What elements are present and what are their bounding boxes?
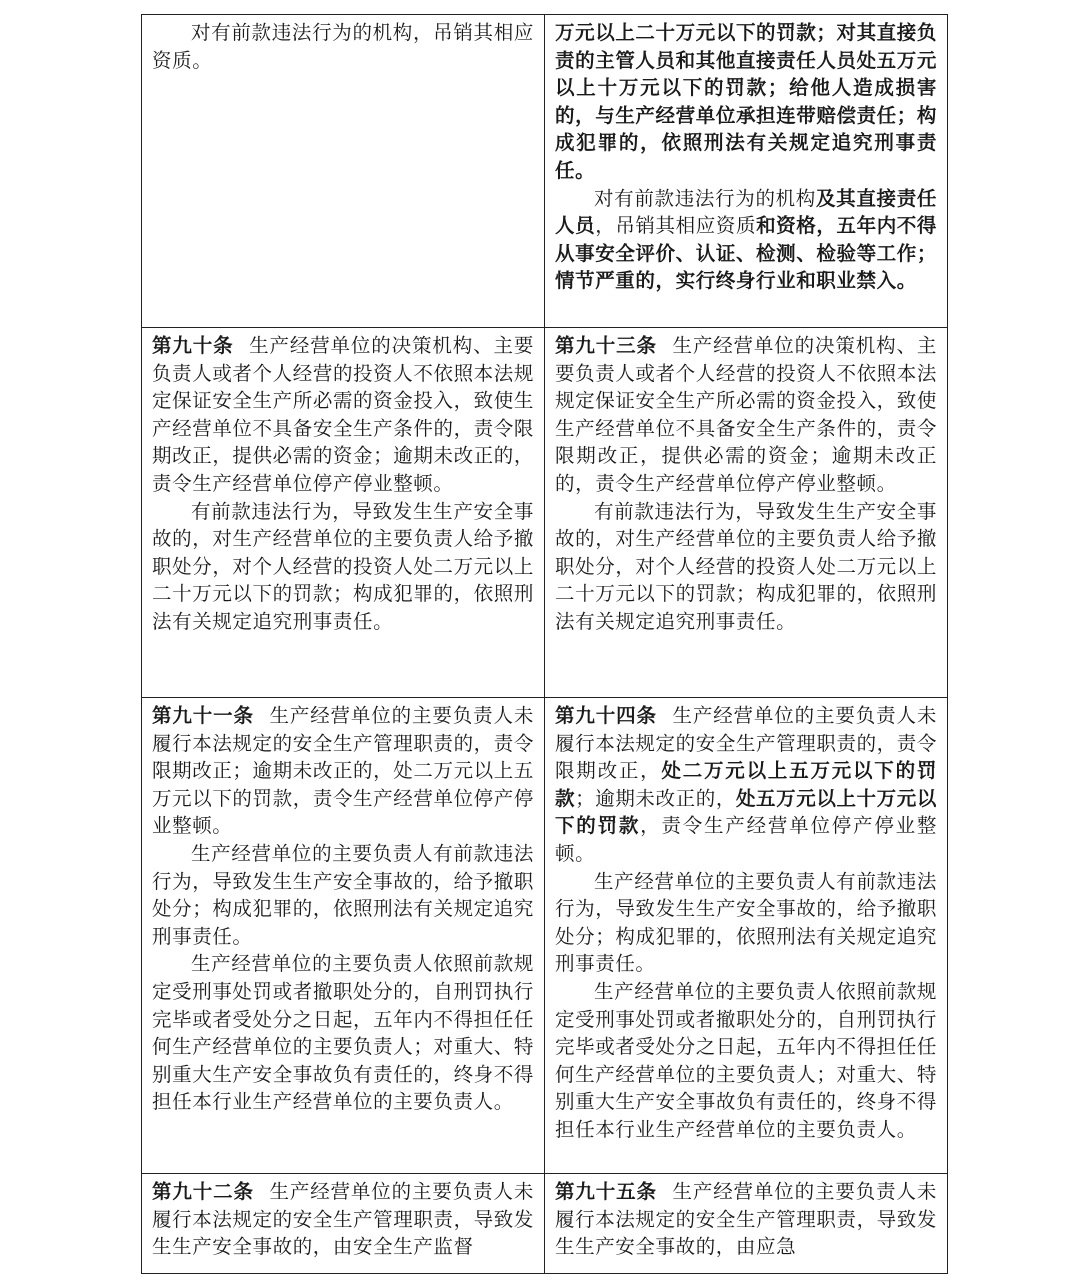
article-number: 第九十二条 [152,1180,254,1203]
bold-text-segment: 处五万元以上十万元以下的罚款 [555,786,937,838]
new-version-cell [545,15,948,328]
text-segment: 有前款违法行为，导致发生生产安全事故的，对生产经营单位的主要负责人给予撤职处分，对个人经营的投资人处二万元以上二十万元以下的罚款；构成犯罪的，依照刑法有关规定追究刑事责任。 [555,499,937,633]
table-row [142,15,948,328]
text-segment: 生产经营单位的主要负责人依照前款规定受刑事处罚或者撤职处分的，自刑罚执行完毕或者受处分之日起，五年内不得担任任何生产经营单位的主要负责人；对重大、特别重大生产安全事故负有责任的，终身不得担任本行业生产经营单位的主要负责人。 [555,979,937,1141]
text-segment: ，责令生产经营单位停产停业整顿。 [555,814,937,865]
bold-text-segment: 对其直接负责的主管人员和其他直接责任人员处五万元以上十万元以下的罚款；给他人造成损害的，与生产经营单位承担连带赔偿责任；构成犯罪的，依照刑法有关规定追究刑事责任。 [555,21,937,182]
paragraph [555,1178,937,1261]
text-segment: 对有前款违法行为的机构 [594,186,816,210]
text-segment: 生产经营单位的决策机构、主要负责人或者个人经营的投资人不依照本法规定保证安全生产所必需的资金投入，致使生产经营单位不具备安全生产条件的，责令限期改正，提供必需的资金；逾期未改正的，责令生产经营单位停产停业整顿。 [555,334,937,495]
text-segment: ，吊销其相应资质 [595,214,757,238]
new-version-cell [545,1174,948,1274]
text-segment: 生产经营单位的主要负责人有前款违法行为，导致发生生产安全事故的，给予撤职处分；构成犯罪的，依照刑法有关规定追究刑事责任。 [152,841,534,948]
article-number: 第九十条 [152,334,234,357]
table-body [142,15,948,1274]
new-version-cell [545,328,948,698]
paragraph [555,498,937,636]
law-comparison-table [141,14,948,1274]
article-number: 第九十五条 [555,1180,657,1203]
paragraph [152,332,534,498]
bold-text-segment: 及其直接责任人员 [555,186,937,238]
paragraph [555,978,937,1144]
table-row [142,698,948,1174]
text-segment: 生产经营单位的决策机构、主要负责人或者个人经营的投资人不依照本法规定保证安全生产所必需的资金投入，致使生产经营单位不具备安全生产条件的，责令限期改正，提供必需的资金；逾期未改正的，责令生产经营单位停产停业整顿。 [152,334,534,495]
paragraph [152,950,534,1116]
text-segment: 生产经营单位的主要负责人未履行本法规定的安全生产管理职责，导致发生生产安全事故的，由应急 [555,1180,937,1259]
text-segment: ；逾期未改正的， [575,786,736,810]
old-version-cell [142,328,545,698]
paragraph [152,1178,534,1261]
text-segment: 生产经营单位的主要负责人未履行本法规定的安全生产管理职责的，责令限期改正， [555,704,937,783]
old-version-cell [142,1174,545,1274]
paragraph [152,498,534,636]
text-segment: 有前款违法行为，导致发生生产安全事故的，对生产经营单位的主要负责人给予撤职处分，对个人经营的投资人处二万元以上二十万元以下的罚款；构成犯罪的，依照刑法有关规定追究刑事责任。 [152,499,534,633]
text-segment: 生产经营单位的主要负责人依照前款规定受刑事处罚或者撤职处分的，自刑罚执行完毕或者受处分之日起，五年内不得担任任何生产经营单位的主要负责人；对重大、特别重大生产安全事故负有责任的，终身不得担任本行业生产经营单位的主要负责人。 [152,952,534,1114]
paragraph [555,185,937,295]
article-number: 第九十一条 [152,704,254,727]
table-row [142,1174,948,1274]
bold-text-segment: 处二万元以上五万元以下的罚款 [555,759,937,810]
paragraph [555,702,937,868]
paragraph [555,868,937,978]
paragraph [555,332,937,498]
new-version-cell [545,698,948,1174]
text-segment: 生产经营单位的主要负责人未履行本法规定的安全生产管理职责的，责令限期改正；逾期未改正的，处二万元以上五万元以下的罚款，责令生产经营单位停产停业整顿。 [152,704,534,838]
old-version-cell [142,15,545,328]
article-number: 第九十三条 [555,334,657,357]
text-segment: 对有前款违法行为的机构，吊销其相应资质。 [152,21,534,72]
article-number: 第九十四条 [555,704,657,727]
paragraph [152,702,534,840]
text-segment: 生产经营单位的主要负责人有前款违法行为，导致发生生产安全事故的，给予撤职处分；构成犯罪的，依照刑法有关规定追究刑事责任。 [555,869,937,976]
text-segment: 生产经营单位的主要负责人未履行本法规定的安全生产管理职责，导致发生生产安全事故的，由安全生产监督 [152,1180,534,1259]
table-row [142,328,948,698]
bold-text-segment: 万元以上二十万元以下的罚款； [555,21,837,44]
paragraph [152,840,534,950]
paragraph [152,19,534,74]
bold-text-segment: 和资格，五年内不得从事安全评价、认证、检测、检验等工作；情节严重的，实行终身行业和职业禁入。 [555,214,937,293]
old-version-cell [142,698,545,1174]
paragraph [555,19,937,185]
